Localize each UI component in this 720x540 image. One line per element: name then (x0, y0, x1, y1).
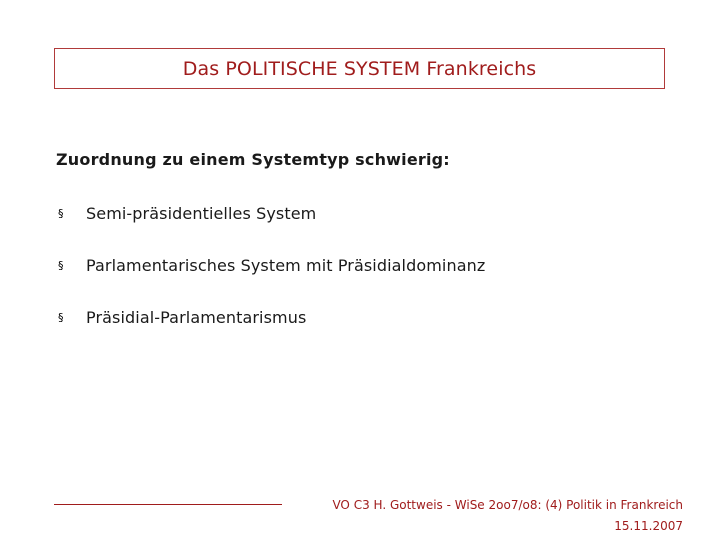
bullet-text: Präsidial-Parlamentarismus (86, 307, 307, 327)
footer-divider (54, 504, 282, 505)
bullet-marker-icon: § (58, 310, 64, 324)
bullet-marker-icon: § (58, 258, 64, 272)
slide-heading: Zuordnung zu einem Systemtyp schwierig: (56, 150, 450, 169)
bullet-list (56, 200, 485, 356)
footer-course: VO C3 H. Gottweis - WiSe 2oo7/o8: (4) Politik in Frankreich (332, 498, 683, 512)
bullet-text: Semi-präsidentielles System (86, 203, 317, 223)
slide-title: Das POLITISCHE SYSTEM Frankreichs (182, 57, 537, 80)
footer-date: 15.11.2007 (614, 519, 683, 533)
footer (332, 495, 683, 537)
bullet-item (56, 252, 485, 278)
bullet-item (56, 304, 485, 330)
bullet-text: Parlamentarisches System mit Präsidialdominanz (86, 255, 486, 275)
bullet-item (56, 200, 485, 226)
bullet-marker-icon: § (58, 206, 64, 220)
title-box (54, 48, 665, 89)
